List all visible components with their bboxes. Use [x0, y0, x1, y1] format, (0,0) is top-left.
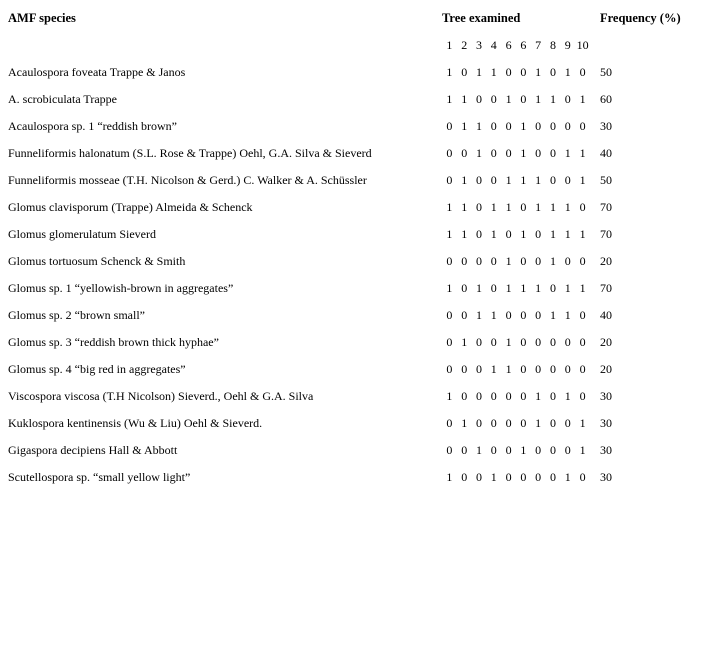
tree-presence-cell: 1 — [446, 227, 453, 241]
tree-presence-cell: 1 — [535, 281, 542, 295]
tree-number: 7 — [535, 38, 542, 52]
tree-presence-cell: 0 — [520, 308, 527, 322]
tree-presence-cell: 0 — [490, 146, 497, 160]
frequency-cell: 70 — [599, 281, 612, 295]
tree-presence-cell: 1 — [535, 173, 542, 187]
frequency-cell: 30 — [599, 470, 612, 484]
species-name: Glomus sp. 4 “big red in aggregates” — [8, 362, 186, 376]
tree-presence-cell: 0 — [535, 470, 542, 484]
tree-presence-cell: 0 — [505, 65, 512, 79]
tree-presence-cell: 0 — [461, 470, 468, 484]
tree-presence-cell: 1 — [564, 281, 571, 295]
tree-presence-cell: 0 — [549, 65, 556, 79]
frequency-cell: 40 — [599, 146, 612, 160]
tree-presence-cell: 0 — [549, 281, 556, 295]
tree-presence-cell: 0 — [475, 389, 482, 403]
tree-presence-cell: 1 — [461, 200, 468, 214]
tree-presence-cell: 0 — [564, 92, 571, 106]
tree-presence-cell: 0 — [475, 335, 482, 349]
tree-presence-cell: 0 — [520, 416, 527, 430]
tree-presence-cell: 0 — [535, 146, 542, 160]
tree-presence-cell: 0 — [446, 416, 453, 430]
tree-presence-cell: 0 — [475, 416, 482, 430]
tree-presence-cell: 0 — [520, 92, 527, 106]
tree-presence-cell: 0 — [579, 335, 586, 349]
tree-presence-cell: 0 — [520, 200, 527, 214]
tree-number: 10 — [576, 38, 589, 52]
amf-species-table — [4, 5, 681, 491]
frequency-cell: 50 — [599, 65, 612, 79]
table-row — [4, 275, 681, 302]
tree-presence-cell: 1 — [505, 254, 512, 268]
header-row — [4, 5, 681, 32]
tree-presence-cell: 1 — [475, 65, 482, 79]
tree-presence-cell: 1 — [564, 227, 571, 241]
species-column-header: AMF species — [8, 11, 76, 25]
tree-presence-cell: 0 — [475, 227, 482, 241]
tree-presence-cell: 1 — [579, 281, 586, 295]
tree-presence-cell: 0 — [564, 416, 571, 430]
tree-presence-cell: 0 — [564, 362, 571, 376]
tree-presence-cell: 1 — [535, 92, 542, 106]
tree-presence-cell: 0 — [520, 470, 527, 484]
tree-presence-cell: 1 — [475, 119, 482, 133]
tree-presence-cell: 0 — [579, 389, 586, 403]
tree-presence-cell: 0 — [490, 119, 497, 133]
tree-presence-cell: 1 — [446, 470, 453, 484]
tree-presence-cell: 1 — [505, 335, 512, 349]
tree-presence-cell: 0 — [505, 416, 512, 430]
species-name: Glomus sp. 3 “reddish brown thick hyphae” — [8, 335, 219, 349]
species-name: A. scrobiculata Trappe — [8, 92, 117, 106]
tree-presence-cell: 0 — [461, 254, 468, 268]
species-name: Acaulospora sp. 1 “reddish brown” — [8, 119, 177, 133]
tree-presence-cell: 1 — [490, 65, 497, 79]
frequency-cell: 30 — [599, 443, 612, 457]
table-row — [4, 59, 681, 86]
table-row — [4, 302, 681, 329]
frequency-cell: 70 — [599, 200, 612, 214]
tree-presence-cell: 0 — [520, 335, 527, 349]
tree-presence-cell: 1 — [446, 200, 453, 214]
species-name: Kuklospora kentinensis (Wu & Liu) Oehl & Sieverd. — [8, 416, 263, 430]
tree-presence-cell: 1 — [490, 308, 497, 322]
tree-presence-cell: 0 — [549, 335, 556, 349]
tree-number: 6 — [505, 38, 512, 52]
tree-presence-cell: 1 — [564, 308, 571, 322]
species-name: Glomus clavisporum (Trappe) Almeida & Schenck — [8, 200, 253, 214]
tree-presence-cell: 1 — [564, 65, 571, 79]
tree-presence-cell: 1 — [520, 281, 527, 295]
table-row — [4, 248, 681, 275]
tree-presence-cell: 1 — [579, 227, 586, 241]
table-row — [4, 221, 681, 248]
tree-presence-cell: 1 — [505, 200, 512, 214]
tree-number-row — [4, 32, 681, 59]
tree-presence-cell: 1 — [579, 173, 586, 187]
tree-presence-cell: 0 — [564, 335, 571, 349]
tree-presence-cell: 0 — [446, 362, 453, 376]
table-row — [4, 383, 681, 410]
tree-presence-cell: 0 — [475, 470, 482, 484]
frequency-column-header: Frequency (%) — [599, 11, 681, 25]
tree-examined-header: Tree examined — [442, 11, 521, 25]
tree-presence-cell: 0 — [461, 362, 468, 376]
tree-presence-cell: 0 — [549, 362, 556, 376]
tree-presence-cell: 1 — [461, 227, 468, 241]
frequency-cell: 20 — [599, 254, 612, 268]
tree-presence-cell: 0 — [520, 65, 527, 79]
tree-presence-cell: 1 — [520, 146, 527, 160]
tree-presence-cell: 1 — [564, 470, 571, 484]
table-row — [4, 464, 681, 491]
frequency-cell: 40 — [599, 308, 612, 322]
tree-presence-cell: 1 — [535, 416, 542, 430]
tree-presence-cell: 1 — [475, 308, 482, 322]
tree-presence-cell: 0 — [490, 281, 497, 295]
frequency-cell: 50 — [599, 173, 612, 187]
table-row — [4, 167, 681, 194]
species-name: Viscospora viscosa (T.H Nicolson) Sieverd., Oehl & G.A. Silva — [8, 389, 314, 403]
tree-presence-cell: 0 — [505, 146, 512, 160]
tree-presence-cell: 1 — [535, 200, 542, 214]
tree-presence-cell: 0 — [505, 227, 512, 241]
tree-presence-cell: 1 — [579, 443, 586, 457]
tree-presence-cell: 0 — [461, 443, 468, 457]
tree-presence-cell: 1 — [579, 92, 586, 106]
tree-presence-cell: 1 — [505, 92, 512, 106]
table-body — [4, 59, 681, 491]
tree-presence-cell: 0 — [579, 254, 586, 268]
tree-presence-cell: 0 — [549, 416, 556, 430]
tree-presence-cell: 0 — [461, 308, 468, 322]
tree-presence-cell: 1 — [490, 362, 497, 376]
species-name: Gigaspora decipiens Hall & Abbott — [8, 443, 178, 457]
tree-presence-cell: 1 — [461, 335, 468, 349]
tree-presence-cell: 1 — [446, 281, 453, 295]
tree-presence-cell: 0 — [549, 119, 556, 133]
tree-presence-cell: 0 — [446, 173, 453, 187]
tree-presence-cell: 0 — [446, 335, 453, 349]
tree-presence-cell: 0 — [564, 119, 571, 133]
species-name: Glomus glomerulatum Sieverd — [8, 227, 156, 241]
tree-presence-cell: 0 — [549, 470, 556, 484]
tree-presence-cell: 0 — [535, 308, 542, 322]
tree-presence-cell: 0 — [505, 389, 512, 403]
tree-presence-cell: 0 — [535, 254, 542, 268]
tree-presence-cell: 0 — [564, 173, 571, 187]
tree-presence-cell: 0 — [520, 254, 527, 268]
tree-presence-cell: 1 — [461, 119, 468, 133]
tree-presence-cell: 1 — [520, 173, 527, 187]
species-name: Glomus sp. 1 “yellowish-brown in aggregates” — [8, 281, 234, 295]
tree-presence-cell: 1 — [579, 416, 586, 430]
tree-presence-cell: 1 — [475, 281, 482, 295]
tree-presence-cell: 1 — [505, 362, 512, 376]
tree-presence-cell: 0 — [446, 146, 453, 160]
table-row — [4, 86, 681, 113]
tree-presence-cell: 1 — [549, 308, 556, 322]
tree-presence-cell: 0 — [579, 200, 586, 214]
table-row — [4, 410, 681, 437]
tree-presence-cell: 1 — [461, 416, 468, 430]
tree-presence-cell: 0 — [505, 470, 512, 484]
frequency-cell: 60 — [599, 92, 612, 106]
species-name: Acaulospora foveata Trappe & Janos — [8, 65, 186, 79]
species-name: Glomus tortuosum Schenck & Smith — [8, 254, 186, 268]
tree-presence-cell: 0 — [579, 308, 586, 322]
species-name: Scutellospora sp. “small yellow light” — [8, 470, 191, 484]
tree-presence-cell: 0 — [446, 254, 453, 268]
tree-number: 2 — [461, 38, 468, 52]
tree-presence-cell: 0 — [520, 389, 527, 403]
tree-presence-cell: 0 — [475, 200, 482, 214]
tree-number: 6 — [520, 38, 527, 52]
frequency-cell: 30 — [599, 416, 612, 430]
tree-presence-cell: 0 — [475, 92, 482, 106]
tree-number: 9 — [564, 38, 571, 52]
tree-presence-cell: 1 — [505, 281, 512, 295]
tree-presence-cell: 0 — [549, 146, 556, 160]
tree-presence-cell: 0 — [535, 443, 542, 457]
tree-presence-cell: 1 — [549, 254, 556, 268]
tree-presence-cell: 0 — [461, 281, 468, 295]
tree-presence-cell: 1 — [564, 200, 571, 214]
tree-presence-cell: 1 — [475, 443, 482, 457]
tree-presence-cell: 1 — [520, 119, 527, 133]
tree-presence-cell: 0 — [579, 362, 586, 376]
tree-presence-cell: 0 — [475, 173, 482, 187]
tree-presence-cell: 1 — [446, 389, 453, 403]
tree-presence-cell: 1 — [461, 173, 468, 187]
tree-presence-cell: 1 — [461, 92, 468, 106]
tree-presence-cell: 0 — [564, 443, 571, 457]
tree-presence-cell: 0 — [535, 335, 542, 349]
tree-presence-cell: 1 — [505, 173, 512, 187]
tree-presence-cell: 1 — [490, 227, 497, 241]
tree-presence-cell: 0 — [535, 119, 542, 133]
tree-number: 4 — [490, 38, 497, 52]
tree-presence-cell: 1 — [564, 146, 571, 160]
table-row — [4, 113, 681, 140]
tree-presence-cell: 0 — [579, 119, 586, 133]
table-row — [4, 437, 681, 464]
tree-presence-cell: 0 — [475, 254, 482, 268]
table-row — [4, 356, 681, 383]
tree-presence-cell: 0 — [505, 308, 512, 322]
tree-presence-cell: 1 — [490, 200, 497, 214]
tree-presence-cell: 1 — [549, 227, 556, 241]
tree-presence-cell: 0 — [579, 65, 586, 79]
tree-presence-cell: 0 — [461, 65, 468, 79]
tree-presence-cell: 0 — [549, 389, 556, 403]
tree-presence-cell: 1 — [564, 389, 571, 403]
tree-presence-cell: 1 — [446, 65, 453, 79]
tree-presence-cell: 1 — [446, 92, 453, 106]
tree-presence-cell: 0 — [446, 119, 453, 133]
tree-presence-cell: 1 — [475, 146, 482, 160]
tree-presence-cell: 0 — [549, 443, 556, 457]
tree-presence-cell: 0 — [505, 119, 512, 133]
tree-presence-cell: 0 — [490, 335, 497, 349]
tree-number: 1 — [446, 38, 453, 52]
tree-presence-cell: 0 — [446, 443, 453, 457]
tree-presence-cell: 0 — [490, 173, 497, 187]
table-row — [4, 140, 681, 167]
table-row — [4, 194, 681, 221]
tree-presence-cell: 0 — [520, 362, 527, 376]
tree-presence-cell: 1 — [549, 200, 556, 214]
tree-presence-cell: 1 — [490, 470, 497, 484]
tree-presence-cell: 0 — [564, 254, 571, 268]
tree-presence-cell: 0 — [505, 443, 512, 457]
frequency-cell: 20 — [599, 335, 612, 349]
tree-presence-cell: 1 — [535, 389, 542, 403]
tree-presence-cell: 0 — [461, 389, 468, 403]
tree-presence-cell: 0 — [475, 362, 482, 376]
tree-presence-cell: 1 — [535, 65, 542, 79]
tree-presence-cell: 0 — [579, 470, 586, 484]
frequency-cell: 30 — [599, 389, 612, 403]
table-row — [4, 329, 681, 356]
tree-presence-cell: 0 — [461, 146, 468, 160]
tree-number: 3 — [475, 38, 482, 52]
tree-presence-cell: 1 — [520, 443, 527, 457]
frequency-cell: 20 — [599, 362, 612, 376]
species-name: Glomus sp. 2 “brown small” — [8, 308, 145, 322]
tree-presence-cell: 0 — [490, 254, 497, 268]
tree-presence-cell: 0 — [490, 92, 497, 106]
species-name: Funneliformis mosseae (T.H. Nicolson & Gerd.) C. Walker & A. Schüssler — [8, 173, 367, 187]
tree-presence-cell: 0 — [446, 308, 453, 322]
species-name: Funneliformis halonatum (S.L. Rose & Trappe) Oehl, G.A. Silva & Sieverd — [8, 146, 372, 160]
tree-presence-cell: 0 — [535, 227, 542, 241]
tree-number: 8 — [549, 38, 556, 52]
tree-presence-cell: 0 — [535, 362, 542, 376]
tree-presence-cell: 1 — [520, 227, 527, 241]
tree-presence-cell: 1 — [579, 146, 586, 160]
tree-presence-cell: 0 — [490, 443, 497, 457]
tree-presence-cell: 0 — [490, 389, 497, 403]
tree-presence-cell: 0 — [490, 416, 497, 430]
tree-presence-cell: 0 — [549, 173, 556, 187]
frequency-cell: 70 — [599, 227, 612, 241]
tree-presence-cell: 1 — [549, 92, 556, 106]
frequency-cell: 30 — [599, 119, 612, 133]
